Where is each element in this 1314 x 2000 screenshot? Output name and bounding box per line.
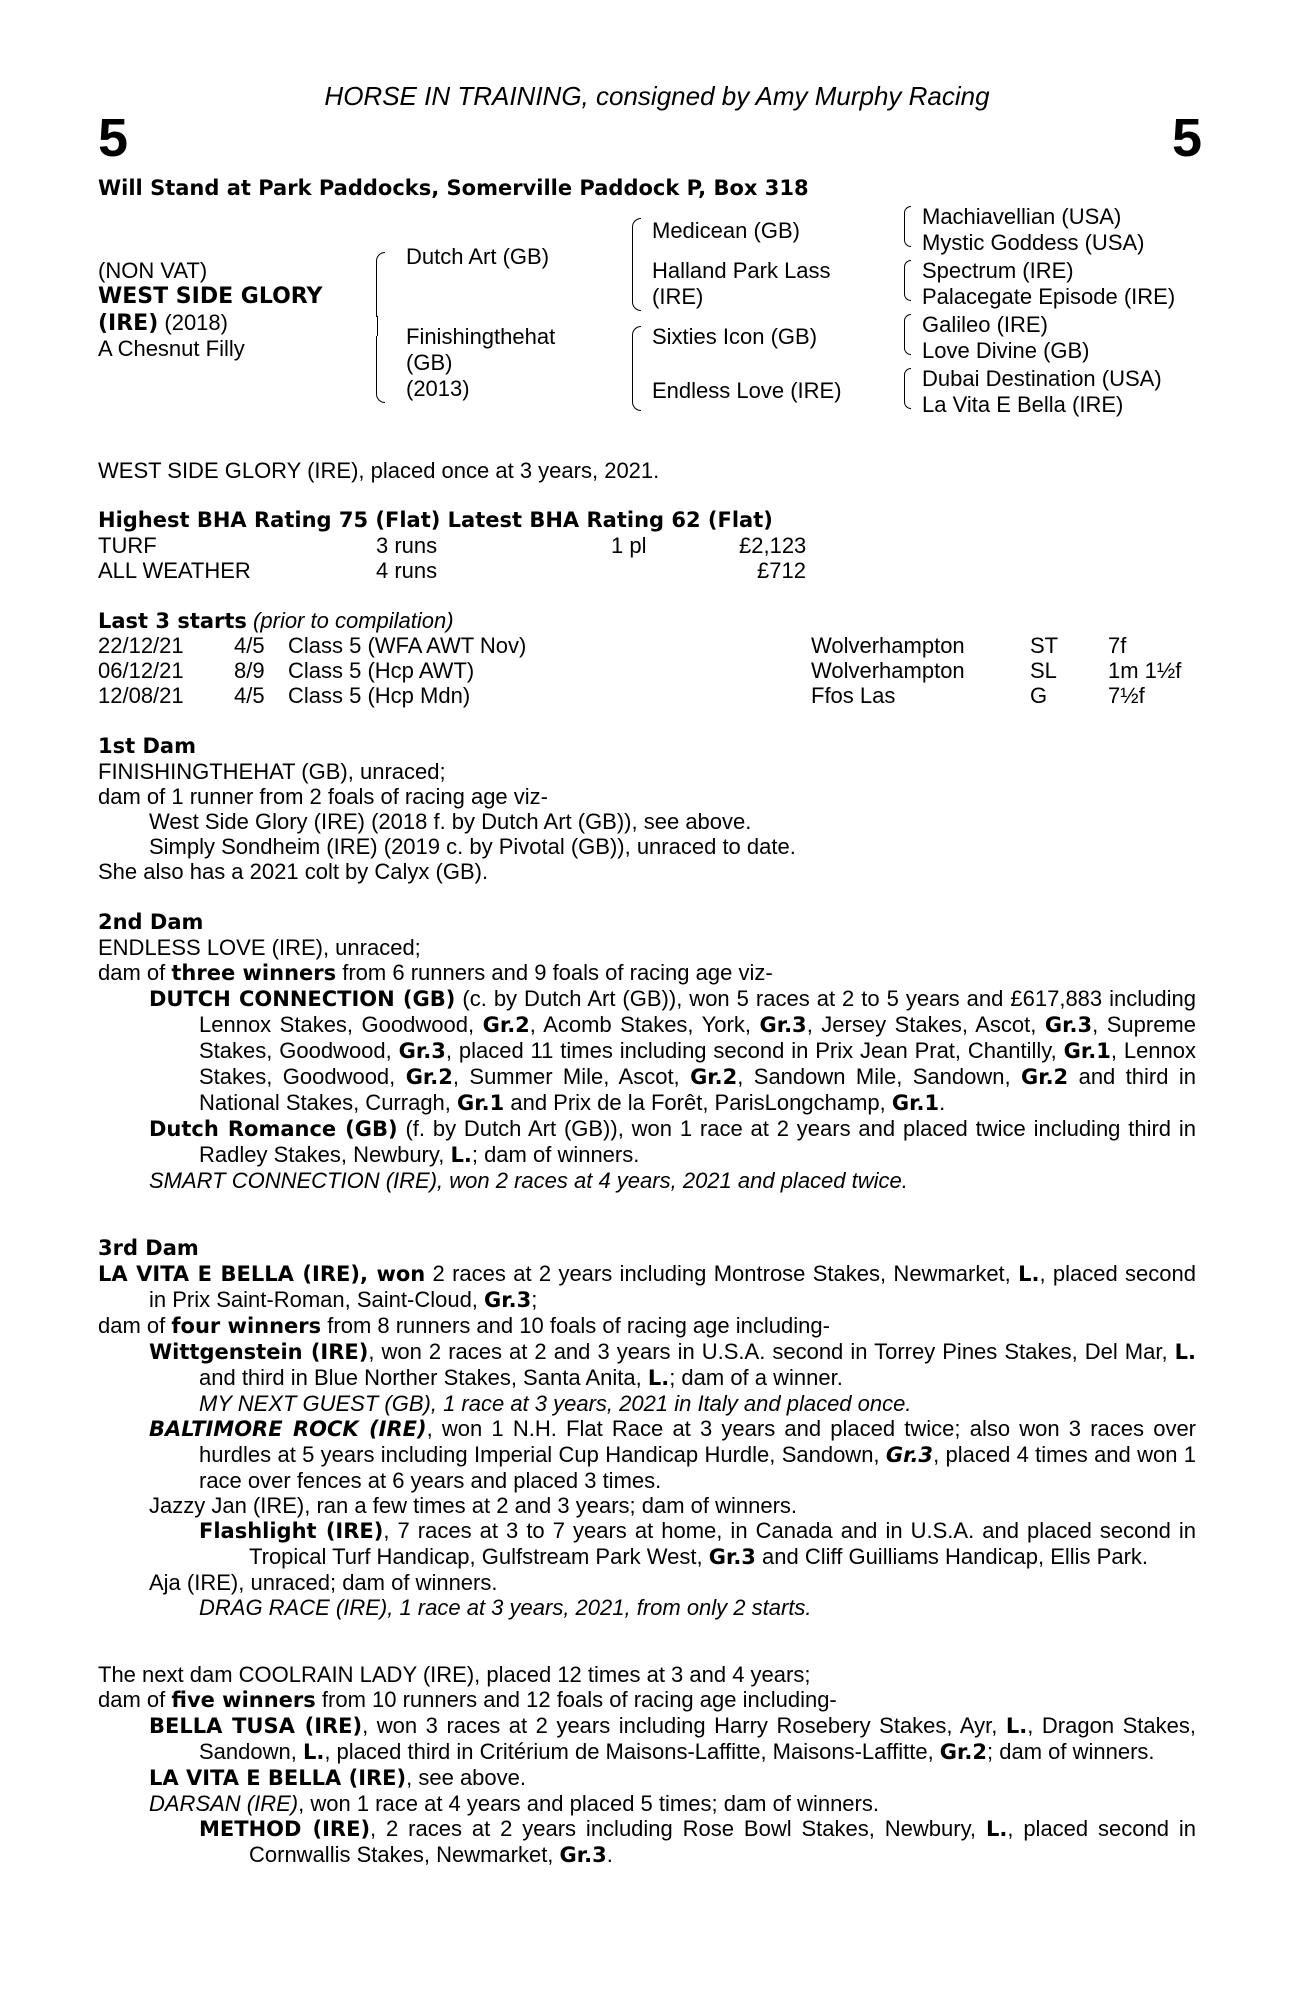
second-dam-section: 2nd Dam ENDLESS LOVE (IRE), unraced; dam of three winners from 6 runners and 9 foals of racing age viz- DUTCH CONNECTION (GB) (c. by Dutch Art (GB)), won 5 races at 2 to 5 years and £617,883 including Lennox Stakes, Goodwood, Gr.2, Acomb Stakes, York, Gr.3, Jersey Stakes, Ascot, Gr.3, Supreme Stakes, Goodwood, Gr.3, placed 11 times including second in Prix Jean Prat, Chantilly, Gr.1, Lennox Stakes, Goodwood, Gr.2, Summer Mile, Ascot, Gr.2, Sandown Mile, Sandown, Gr.2 and third in National Stakes, Curragh, Gr.1 and Prix de la Forêt, ParisLongchamp, Gr.1. Dutch Romance (GB) (f. by Dutch Art (GB)), won 1 race at 2 years and placed twice including third in Radley Stakes, Newbury, L.; dam of winners. SMART CONNECTION (IRE), won 2 races at 4 years, 2021 and placed twice. (98, 910, 1197, 1193)
progeny-entry: DUTCH CONNECTION (GB) (c. by Dutch Art (GB)), won 5 races at 2 to 5 years and £617,883 including Lennox Stakes, Goodwood, Gr.2, Acomb Stakes, York, Gr.3, Jersey Stakes, Ascot, Gr.3, Supreme Stakes, Goodwood, Gr.3, placed 11 times including second in Prix Jean Prat, Chantilly, Gr.1, Lennox Stakes, Goodwood, Gr.2, Summer Mile, Ascot, Gr.2, Sandown Mile, Sandown, Gr.2 and third in National Stakes, Curragh, Gr.1 and Prix de la Forêt, ParisLongchamp, Gr.1. (149, 986, 1197, 1115)
sire-name: Dutch Art (GB) (406, 244, 550, 269)
horse-name-suffix: (IRE) (2018) (98, 310, 228, 336)
progeny-entry: SMART CONNECTION (IRE), won 2 races at 4 years, 2021 and placed twice. (149, 1168, 908, 1193)
third-dam-section: 3rd Dam LA VITA E BELLA (IRE), won 2 races at 2 years including Montrose Stakes, Newmarket, L., placed second in Prix Saint-Roman, Saint-Cloud, Gr.3; dam of four winners from 8 runners and 10 foals of racing age including- Wittgenstein (IRE), won 2 races at 2 and 3 years in U.S.A. second in Torrey Pines Stakes, Del Mar, L. and third in Blue Norther Stakes, Santa Anita, L.; dam of a winner. MY NEXT GUEST (GB), 1 race at 3 years, 2021 in Italy and placed once. BALTIMORE ROCK (IRE), won 1 N.H. Flat Race at 3 years and placed twice; also won 3 races over hurdles at 5 years including Imperial Cup Handicap Hurdle, Sandown, Gr.3, placed 4 times and won 1 race over fences at 6 years and placed 3 times. Jazzy Jan (IRE), ran a few times at 2 and 3 years; dam of winners. Flashlight (IRE), 7 races at 3 to 7 years at home, in Canada and in U.S.A. and placed second in Tropical Turf Handicap, Gulfstream Park West, Gr.3 and Cliff Guilliams Handicap, Ellis Park. Aja (IRE), unraced; dam of winners. DRAG RACE (IRE), 1 race at 3 years, 2021, from only 2 starts. (98, 1236, 1197, 1620)
sire-dam-line: Halland Park Lass (652, 258, 831, 283)
lot-number-left: 5 (98, 108, 129, 168)
progeny-entry: Aja (IRE), unraced; dam of winners. (149, 1570, 498, 1595)
section-heading: 3rd Dam (98, 1236, 199, 1260)
catalogue-header: HORSE IN TRAINING, consigned by Amy Murphy Racing (324, 81, 990, 111)
horse-name: WEST SIDE GLORY (98, 284, 323, 309)
section-heading: 2nd Dam (98, 910, 204, 934)
vat-status: (NON VAT) (98, 258, 208, 283)
grandparent: Galileo (IRE) (922, 312, 1048, 337)
progeny-entry: Flashlight (IRE), 7 races at 3 to 7 years at home, in Canada and in U.S.A. and placed second in Tropical Turf Handicap, Gulfstream Park West, Gr.3 and Cliff Guilliams Handicap, Ellis Park. (199, 1518, 1196, 1569)
sire-dam-line: (IRE) (652, 284, 704, 309)
pedigree-brace (376, 252, 385, 317)
bha-ratings: Highest BHA Rating 75 (Flat) Latest BHA Rating 62 (Flat) (98, 508, 773, 532)
progeny-entry: Wittgenstein (IRE), won 2 races at 2 and 3 years in U.S.A. second in Torrey Pines Stakes, Del Mar, L. and third in Blue Norther Stakes, Santa Anita, L.; dam of a winner. (149, 1339, 1196, 1390)
progeny-entry: BELLA TUSA (IRE), won 3 races at 2 years including Harry Rosebery Stakes, Ayr, L., Dragon Stakes, Sandown, L., placed third in Critérium de Maisons-Laffitte, Maisons-Laffitte, Gr.2; dam of winners. (149, 1713, 1196, 1764)
lot-number-right: 5 (1171, 108, 1202, 168)
first-dam-section: 1st Dam FINISHINGTHEHAT (GB), unraced; dam of 1 runner from 2 foals of racing age viz- West Side Glory (IRE) (2018 f. by Dutch Art (GB)), see above. Simply Sondheim (IRE) (2019 c. by Pivotal (GB)), unraced to date. She also has a 2021 colt by Calyx (GB). (98, 734, 1196, 884)
grandparent: La Vita E Bella (IRE) (922, 392, 1124, 417)
dam-sire: Sixties Icon (GB) (652, 324, 818, 349)
progeny-entry: DARSAN (IRE), won 1 race at 4 years and placed 5 times; dam of winners. (149, 1791, 879, 1816)
progeny-entry: BALTIMORE ROCK (IRE), won 1 N.H. Flat Race at 3 years and placed twice; also won 3 races over hurdles at 5 years including Imperial Cup Handicap Hurdle, Sandown, Gr.3, placed 4 times and won 1 race over fences at 6 years and placed 3 times. (149, 1416, 1197, 1493)
horse-description: A Chesnut Filly (98, 336, 245, 361)
progeny-entry: MY NEXT GUEST (GB), 1 race at 3 years, 2021 in Italy and placed once. (199, 1391, 912, 1416)
grandparent: Dubai Destination (USA) (922, 366, 1162, 391)
progeny-entry: DRAG RACE (IRE), 1 race at 3 years, 2021, from only 2 starts. (199, 1595, 812, 1620)
stand-location: Will Stand at Park Paddocks, Somerville Paddock P, Box 318 (98, 176, 809, 200)
progeny-entry: Dutch Romance (GB) (f. by Dutch Art (GB)), won 1 race at 2 years and placed twice including third in Radley Stakes, Newbury, L.; dam of winners. (149, 1116, 1197, 1167)
grandparent: Spectrum (IRE) (922, 258, 1074, 283)
pedigree-brace (376, 336, 385, 403)
grandparent: Palacegate Episode (IRE) (922, 284, 1176, 309)
progeny-entry: Jazzy Jan (IRE), ran a few times at 2 and 3 years; dam of winners. (149, 1493, 798, 1518)
dam-name-line: (GB) (406, 350, 453, 375)
grandparent: Love Divine (GB) (922, 338, 1090, 363)
sire-brace (632, 218, 641, 269)
dam-name-line: (2013) (406, 376, 470, 401)
progeny-entry: LA VITA E BELLA (IRE), see above. (149, 1765, 527, 1790)
section-heading: 1st Dam (98, 734, 196, 758)
progeny-entry: METHOD (IRE), 2 races at 2 years including Rose Bowl Stakes, Newbury, L., placed second in Cornwallis Stakes, Newmarket, Gr.3. (199, 1816, 1196, 1867)
race-summary: WEST SIDE GLORY (IRE), placed once at 3 years, 2021. (98, 458, 660, 483)
dam-brace (632, 326, 641, 369)
last-starts-heading: Last 3 starts (prior to compilation) (98, 608, 454, 633)
dam-name-line: Finishingthehat (406, 324, 556, 349)
sire-sire: Medicean (GB) (652, 218, 800, 243)
dam-dam: Endless Love (IRE) (652, 378, 842, 403)
next-dam-section: The next dam COOLRAIN LADY (IRE), placed 12 times at 3 and 4 years; dam of five winners from 10 runners and 12 foals of racing age including- BELLA TUSA (IRE), won 3 races at 2 years including Harry Rosebery Stakes, Ayr, L., Dragon Stakes, Sandown, L., placed third in Critérium de Maisons-Laffitte, Maisons-Laffitte, Gr.2; dam of winners. LA VITA E BELLA (IRE), see above. DARSAN (IRE), won 1 race at 4 years and placed 5 times; dam of winners. METHOD (IRE), 2 races at 2 years including Rose Bowl Stakes, Newbury, L., placed second in Cornwallis Stakes, Newmarket, Gr.3. (98, 1662, 1196, 1867)
grandparent: Machiavellian (USA) (922, 204, 1122, 229)
grandparent: Mystic Goddess (USA) (922, 230, 1145, 255)
